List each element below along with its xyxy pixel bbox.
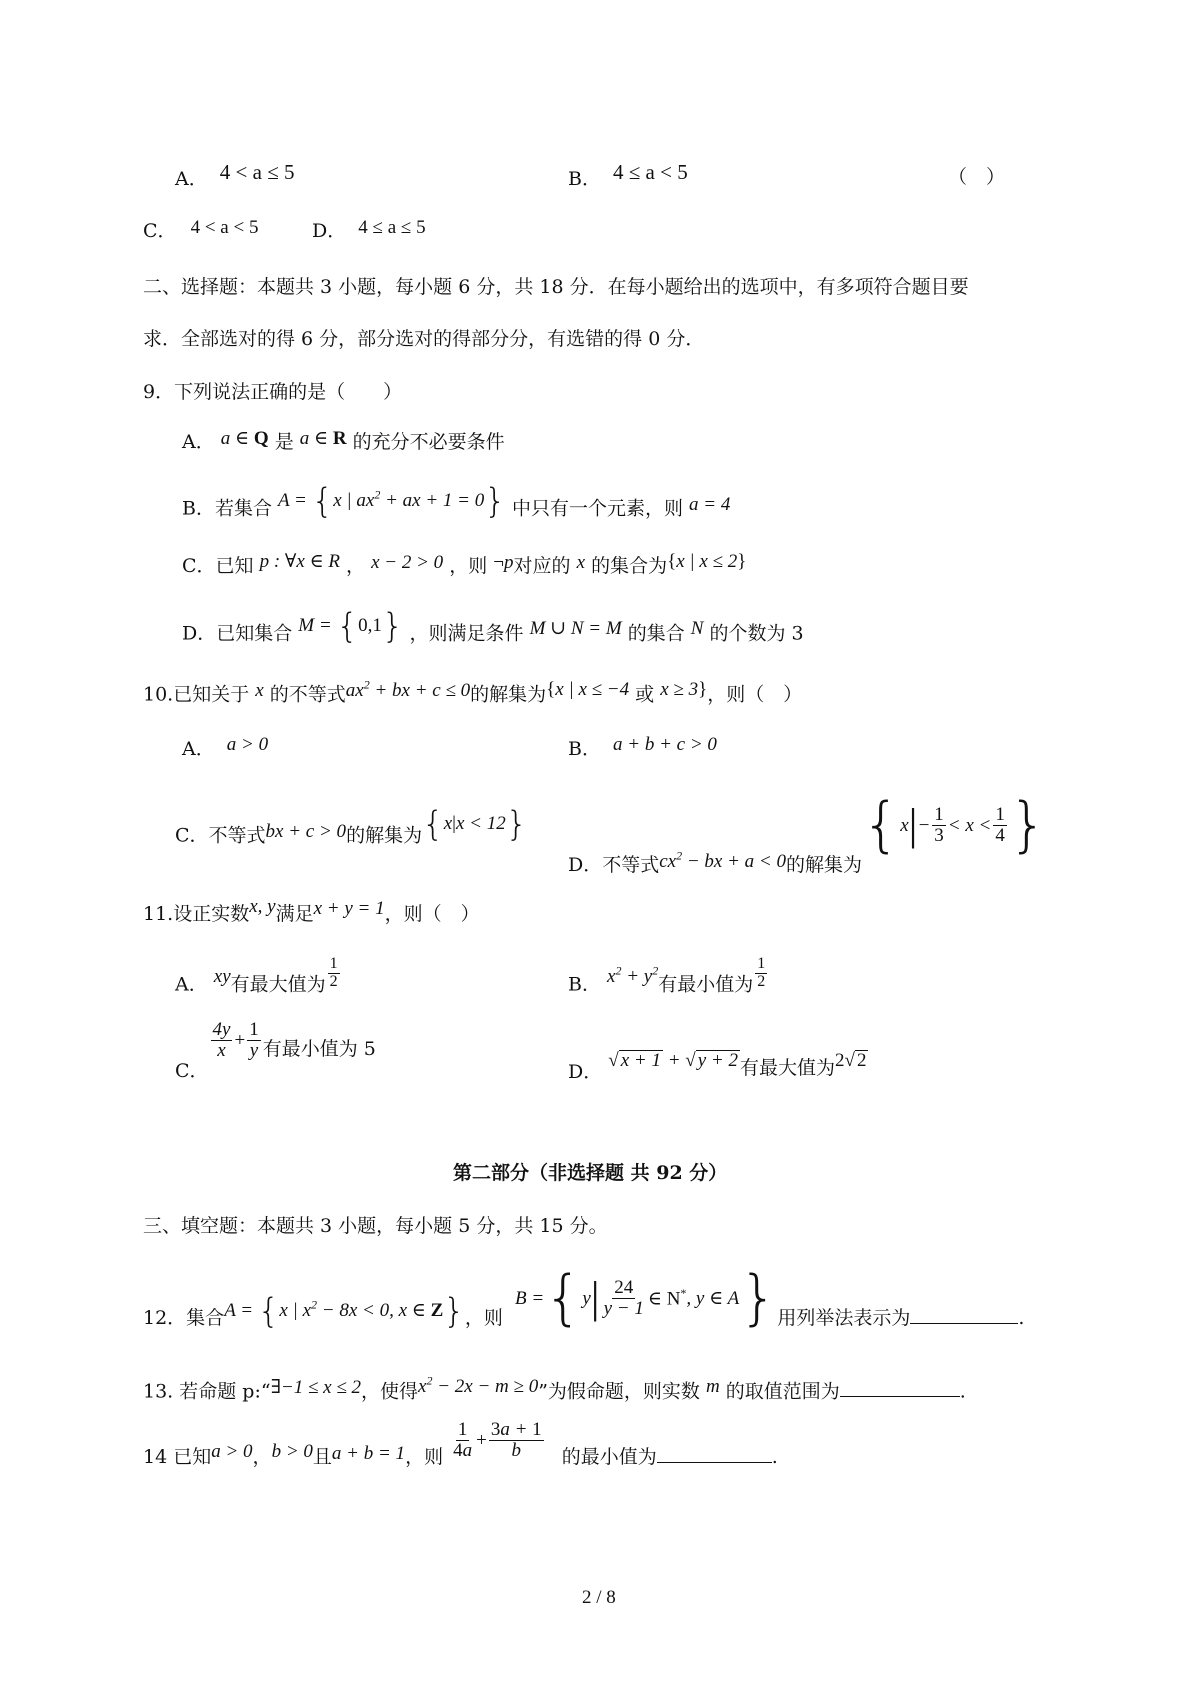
q9-stem: 9．下列说法正确的是（ ） [143,381,403,403]
math-p: p : ∀x ∈ R [259,551,340,572]
part2-title: 第二部分（非选择题 共 92 分） [453,1162,728,1184]
math-solution-set: {x | x ≤ −4 [546,679,630,701]
text: ，则 [405,1446,444,1468]
text: 的不等式 [269,683,346,706]
q11-option-d [568,1050,868,1083]
q12 [143,1263,1025,1333]
q9-option-d [182,607,804,652]
math-a-in-q: a ∈ Q [220,428,269,449]
text: 的解集为 [470,683,547,706]
q11-option-c [175,1019,376,1082]
math-one-half: $\frac{1}{2}$ [757,955,766,990]
text: 或 [635,683,655,706]
option-label: D． [568,1061,603,1083]
math-cx2: $cx^2$ − bx + a < 0 [659,848,787,872]
math-4y-x-1-y: $\frac{4y}{x}$ + $\frac{1}{y}$ [212,1019,259,1061]
text: 的个数为 3 [709,622,804,645]
math-xy-vars: x, y [249,896,276,917]
section2-line2: 求．全部选对的得 6 分，部分选对的得部分分，有选错的得 0 分． [143,328,705,350]
text: ，则（ ） [384,903,480,925]
option-label: D． [312,220,347,242]
math-sqrt-sum: √ x + 1 + √ y + 2 [608,1050,738,1071]
option-label: C．已知 [182,555,254,577]
math-xy: xy [213,966,231,988]
math-a-gt-0: a > 0 [211,1441,253,1462]
math-x: x [255,680,264,702]
text: 的解集为 [786,854,863,876]
q10-option-c [175,805,528,854]
text: 13. 若命题 p:“ [143,1380,271,1403]
math-set-b: B = { y | $\frac{24}{y - 1}$ ∈ N* , y ∈ A } [514,1263,778,1333]
text: 10.已知关于 [143,683,250,706]
math-one-half: $\frac{1}{2}$ [329,955,338,990]
text: 有最大值为 [740,1057,836,1079]
math-b-gt-0: b > 0 [271,1441,313,1462]
option-label: B． [568,168,601,190]
math-bx-c: bx + c > 0 [265,821,347,843]
option-label: C． [143,220,177,242]
math-2-sqrt-2: 2√ 2 [835,1050,867,1071]
text: ，则 [449,555,488,577]
option-label: C． [175,1060,209,1082]
text: 11.设正实数 [143,903,250,925]
math-quadratic: $ax^2$ + bx + c ≤ 0 [345,678,471,702]
math-a-b-c: a + b + c > 0 [613,734,717,755]
math-exists: ∃−1 ≤ x ≤ 2 [270,1377,362,1399]
q10-option-d [568,790,1048,876]
section2-line1: 二、选择题：本题共 3 小题，每小题 6 分，共 18 分．在每小题给出的选项中，有多项符合题目要 [143,276,969,298]
q10-stem [143,678,803,706]
option-label: C．不等式 [175,824,266,847]
math-n: N [690,618,704,640]
text: 满足 [275,903,314,925]
math-x2-2x-m: $x^2 - 2x - m \ge 0$ [418,1374,539,1398]
math-x-minus-2: x − 2 > 0 [371,552,444,573]
text: . [959,1380,966,1403]
text: 12．集合 [143,1306,225,1329]
option-d-math: 4 ≤ a ≤ 5 [358,217,426,238]
answer-blank[interactable] [657,1462,772,1463]
text: 有最小值为 [658,973,754,996]
text: 14 已知 [143,1446,212,1468]
text: 的最小值为 [561,1446,657,1468]
page-number: 2 / 8 [582,1587,616,1608]
q14 [143,1419,778,1468]
math-not-p: ¬p [493,552,514,573]
text: 中只有一个元素，则 [511,497,683,520]
option-label: A． [175,973,208,996]
text: . [771,1446,778,1468]
q10-option-a [182,734,269,760]
answer-blank[interactable] [840,1396,960,1397]
option-label: A． [175,168,208,190]
math-x-ge-3: x ≥ 3} [660,679,708,701]
math-x: x [576,552,586,573]
text: ”为假命题，则实数 [538,1380,700,1403]
math-set-m: M = {0,1} [298,607,404,647]
text: ， [346,555,366,577]
q10-option-b [568,734,717,760]
option-label: B． [568,973,601,996]
answer-paren: （ ） [948,166,1006,188]
q8-option-c [143,217,259,242]
option-label: B．若集合 [182,497,272,520]
q9-option-a [182,428,505,453]
q8-option-d [312,217,426,242]
option-label: B． [568,738,601,760]
math-x-plus-y: x + y = 1 [313,898,385,919]
text: ，则（ ） [707,683,803,706]
text: 的充分不必要条件 [352,431,505,453]
q8-option-b [568,160,688,190]
math-m-union-n: M ∪ N = M [529,618,622,640]
text: . [1018,1306,1025,1329]
text: ， [252,1446,272,1468]
text: 是 [274,431,294,453]
option-label: A． [182,431,215,453]
math-x2-y2: $x^2 + y^2$ [607,963,659,988]
math-a-gt-0: a > 0 [226,734,269,755]
math-set-x-le-2: {x | x ≤ 2} [667,551,747,572]
answer-blank[interactable] [910,1323,1018,1324]
math-a-in-r: a ∈ R [299,428,347,449]
text: 有最小值为 5 [262,1038,376,1060]
math-a-plus-b: a + b = 1 [331,1443,406,1464]
math-set-a: A = {x | $ax^2$ + ax + 1 = 0} [278,482,506,522]
q13 [143,1374,966,1403]
text: 且 [312,1446,332,1468]
q11-stem [143,896,480,925]
math-set-fraction: { x | − $\frac{1}{3}$ < x < $\frac{1}{4}$ } [862,790,1048,860]
option-b-math: 4 ≤ a < 5 [613,160,688,184]
option-label: A． [182,738,215,760]
math-a-eq-4: a = 4 [689,494,731,516]
text: 的集合 [627,622,685,645]
text: ，则满足条件 [409,622,524,645]
option-label: D．已知集合 [182,622,293,645]
text: 有最大值为 [230,973,326,996]
text: ，使得 [361,1380,419,1403]
text: 对应的 [513,555,571,577]
q11-option-b [568,955,769,1003]
option-label: D．不等式 [568,854,660,876]
text: 的集合为 [591,555,668,577]
q8-option-a [175,160,295,190]
text: 用列举法表示为 [777,1306,911,1329]
math-m: m [705,1376,720,1398]
text: 的解集为 [346,824,423,847]
q9-option-b [182,482,731,527]
option-c-math: 4 < a < 5 [190,217,259,238]
math-fraction-sum: $\frac{1}{4a}$ + $\frac{3a + 1}{b}$ [453,1419,542,1461]
q11-option-a [175,955,342,1003]
option-a-math: 4 < a ≤ 5 [219,160,295,184]
text: 的取值范围为 [725,1380,840,1403]
math-set-x-lt-12: {x|x < 12} [422,805,528,845]
math-set-a-z: A = {x | $x^2 - 8x < 0$, x ∈ Z} [224,1291,465,1332]
text: ，则 [464,1306,503,1329]
q9-option-c [182,551,747,577]
section3-line1: 三、填空题：本题共 3 小题，每小题 5 分，共 15 分。 [143,1215,608,1237]
